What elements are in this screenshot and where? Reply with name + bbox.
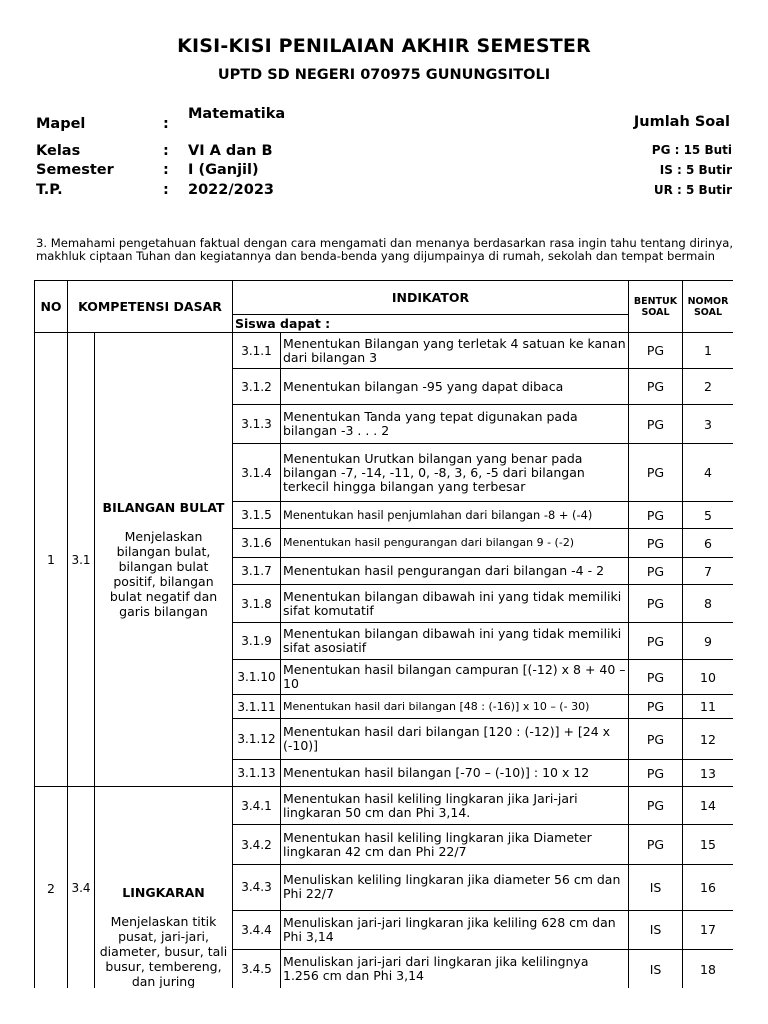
- nomor-soal: 17: [683, 911, 734, 949]
- indikator-code: 3.4.3: [233, 864, 281, 910]
- bentuk-soal: PG: [629, 719, 683, 760]
- nomor-soal: 12: [683, 719, 734, 760]
- nomor-soal: 5: [683, 502, 734, 529]
- kd-code: 3.4: [68, 787, 95, 990]
- bentuk-soal: PG: [629, 369, 683, 405]
- header-kompetensi-dasar: KOMPETENSI DASAR: [68, 281, 233, 333]
- bentuk-soal: PG: [629, 660, 683, 695]
- semester-label: Semester: [36, 162, 114, 178]
- nomor-soal: 6: [683, 529, 734, 558]
- bentuk-soal: PG: [629, 529, 683, 558]
- nomor-soal: 13: [683, 760, 734, 787]
- bentuk-soal: PG: [629, 405, 683, 444]
- nomor-soal: 15: [683, 825, 734, 864]
- mapel-label: Mapel: [36, 116, 86, 132]
- tp-label: T.P.: [36, 182, 63, 198]
- table-row: [35, 787, 734, 825]
- document-title: KISI-KISI PENILAIAN AKHIR SEMESTER: [177, 35, 591, 57]
- indikator-text: Menentukan hasil penjumlahan dari bilangan -8 + (-4): [281, 502, 629, 529]
- bentuk-soal: IS: [629, 911, 683, 949]
- kd-title: LINGKARAN: [122, 885, 205, 900]
- indikator-code: 3.1.11: [233, 695, 281, 719]
- indikator-text: Menentukan Urutkan bilangan yang benar pada bilangan -7, -14, -11, 0, -8, 3, 6, -5 dari bilangan terkecil hingga bilangan yang terbesar: [281, 444, 629, 502]
- bentuk-soal: PG: [629, 444, 683, 502]
- bentuk-soal: PG: [629, 558, 683, 585]
- bentuk-soal: PG: [629, 825, 683, 864]
- indikator-text: Menuliskan jari-jari dari lingkaran jika kelilingnya 1.256 cm dan Phi 3,14: [281, 949, 629, 989]
- header-bentuk-soal: BENTUK SOAL: [629, 281, 683, 333]
- indikator-text: Menentukan hasil bilangan [-70 – (-10)] : 10 x 12: [281, 760, 629, 787]
- nomor-soal: 16: [683, 864, 734, 910]
- indikator-text: Menentukan hasil keliling lingkaran jika Diameter lingkaran 42 cm dan Phi 22/7: [281, 825, 629, 864]
- indikator-text: Menentukan hasil keliling lingkaran jika Jari-jari lingkaran 50 cm dan Phi 3,14.: [281, 787, 629, 825]
- bentuk-soal: IS: [629, 949, 683, 989]
- nomor-soal: 4: [683, 444, 734, 502]
- group-number: 1: [35, 333, 68, 787]
- bentuk-soal: PG: [629, 760, 683, 787]
- header-indikator: INDIKATOR: [233, 281, 629, 315]
- bentuk-soal: PG: [629, 623, 683, 660]
- indikator-code: 3.1.5: [233, 502, 281, 529]
- kd-title: BILANGAN BULAT: [102, 500, 225, 515]
- kompetensi-inti-text: 3. Memahami pengetahuan faktual dengan cara mengamati dan menanya berdasarkan rasa ingin tahu tentang dirinya, makhluk ciptaan Tuhan dan kegiatannya dan benda-benda yang dijumpainya di rumah, sekolah dan tempat bermain: [36, 236, 734, 263]
- nomor-soal: 14: [683, 787, 734, 825]
- indikator-code: 3.1.7: [233, 558, 281, 585]
- mapel-value: Matematika: [188, 106, 286, 122]
- kisi-kisi-table: [34, 280, 733, 989]
- indikator-code: 3.1.2: [233, 369, 281, 405]
- indikator-code: 3.1.12: [233, 719, 281, 760]
- table-row: [35, 333, 734, 369]
- indikator-text: Menentukan bilangan dibawah ini yang tidak memiliki sifat komutatif: [281, 585, 629, 623]
- indikator-code: 3.4.4: [233, 911, 281, 949]
- indikator-code: 3.1.3: [233, 405, 281, 444]
- indikator-text: Menuliskan keliling lingkaran jika diameter 56 cm dan Phi 22/7: [281, 864, 629, 910]
- indikator-code: 3.1.10: [233, 660, 281, 695]
- nomor-soal: 3: [683, 405, 734, 444]
- bentuk-soal: PG: [629, 585, 683, 623]
- nomor-soal: 2: [683, 369, 734, 405]
- mapel-colon: :: [163, 116, 169, 132]
- indikator-code: 3.4.2: [233, 825, 281, 864]
- indikator-code: 3.4.1: [233, 787, 281, 825]
- semester-colon: :: [163, 162, 169, 178]
- indikator-text: Menentukan hasil dari bilangan [48 : (-16)] x 10 – (- 30): [281, 695, 629, 719]
- bentuk-soal: PG: [629, 502, 683, 529]
- bentuk-soal: IS: [629, 864, 683, 910]
- indikator-code: 3.1.8: [233, 585, 281, 623]
- jumlah-ur: UR : 5 Butir: [653, 183, 732, 197]
- nomor-soal: 11: [683, 695, 734, 719]
- indikator-code: 3.1.1: [233, 333, 281, 369]
- bentuk-soal: PG: [629, 695, 683, 719]
- header-nomor-soal: NOMOR SOAL: [683, 281, 734, 333]
- indikator-text: Menentukan hasil bilangan campuran [(-12) x 8 + 40 – 10: [281, 660, 629, 695]
- group-number: 2: [35, 787, 68, 990]
- nomor-soal: 9: [683, 623, 734, 660]
- kd-description-cell: [95, 787, 233, 990]
- indikator-code: 3.4.5: [233, 949, 281, 989]
- tp-colon: :: [163, 182, 169, 198]
- bentuk-soal: PG: [629, 787, 683, 825]
- nomor-soal: 18: [683, 949, 734, 989]
- kd-description-cell: [95, 333, 233, 787]
- indikator-text: Menentukan Tanda yang tepat digunakan pada bilangan -3 . . . 2: [281, 405, 629, 444]
- kd-description: Menjelaskan titik pusat, jari-jari, diameter, busur, tali busur, tembereng, dan juring: [99, 914, 228, 989]
- nomor-soal: 1: [683, 333, 734, 369]
- kisi-kisi-table-container: [34, 280, 733, 989]
- kd-description: Menjelaskan bilangan bulat, bilangan bulat positif, bilangan bulat negatif dan garis bilangan: [109, 529, 218, 619]
- indikator-code: 3.1.9: [233, 623, 281, 660]
- tp-value: 2022/2023: [188, 182, 275, 198]
- header-siswa-dapat: Siswa dapat :: [233, 315, 629, 333]
- indikator-text: Menentukan hasil pengurangan dari bilangan -4 - 2: [281, 558, 629, 585]
- indikator-text: Menentukan bilangan dibawah ini yang tidak memiliki sifat asosiatif: [281, 623, 629, 660]
- indikator-code: 3.1.6: [233, 529, 281, 558]
- indikator-text: Menuliskan jari-jari lingkaran jika keliling 628 cm dan Phi 3,14: [281, 911, 629, 949]
- nomor-soal: 8: [683, 585, 734, 623]
- indikator-code: 3.1.13: [233, 760, 281, 787]
- school-name: UPTD SD NEGERI 070975 GUNUNGSITOLI: [217, 67, 551, 83]
- jumlah-soal-title: Jumlah Soal: [633, 114, 730, 130]
- jumlah-is: IS : 5 Butir: [659, 163, 732, 177]
- jumlah-pg: PG : 15 Buti: [651, 143, 732, 157]
- kd-code: 3.1: [68, 333, 95, 787]
- bentuk-soal: PG: [629, 333, 683, 369]
- indikator-text: Menentukan hasil pengurangan dari bilangan 9 - (-2): [281, 529, 629, 558]
- indikator-text: Menentukan Bilangan yang terletak 4 satuan ke kanan dari bilangan 3: [281, 333, 629, 369]
- nomor-soal: 10: [683, 660, 734, 695]
- indikator-text: Menentukan hasil dari bilangan [120 : (-12)] + [24 x (-10)]: [281, 719, 629, 760]
- kelas-label: Kelas: [36, 143, 81, 159]
- header-no: NO: [35, 281, 68, 333]
- kelas-value: VI A dan B: [188, 143, 273, 159]
- indikator-text: Menentukan bilangan -95 yang dapat dibaca: [281, 369, 629, 405]
- nomor-soal: 7: [683, 558, 734, 585]
- kelas-colon: :: [163, 143, 169, 159]
- semester-value: I (Ganjil): [188, 162, 259, 178]
- indikator-code: 3.1.4: [233, 444, 281, 502]
